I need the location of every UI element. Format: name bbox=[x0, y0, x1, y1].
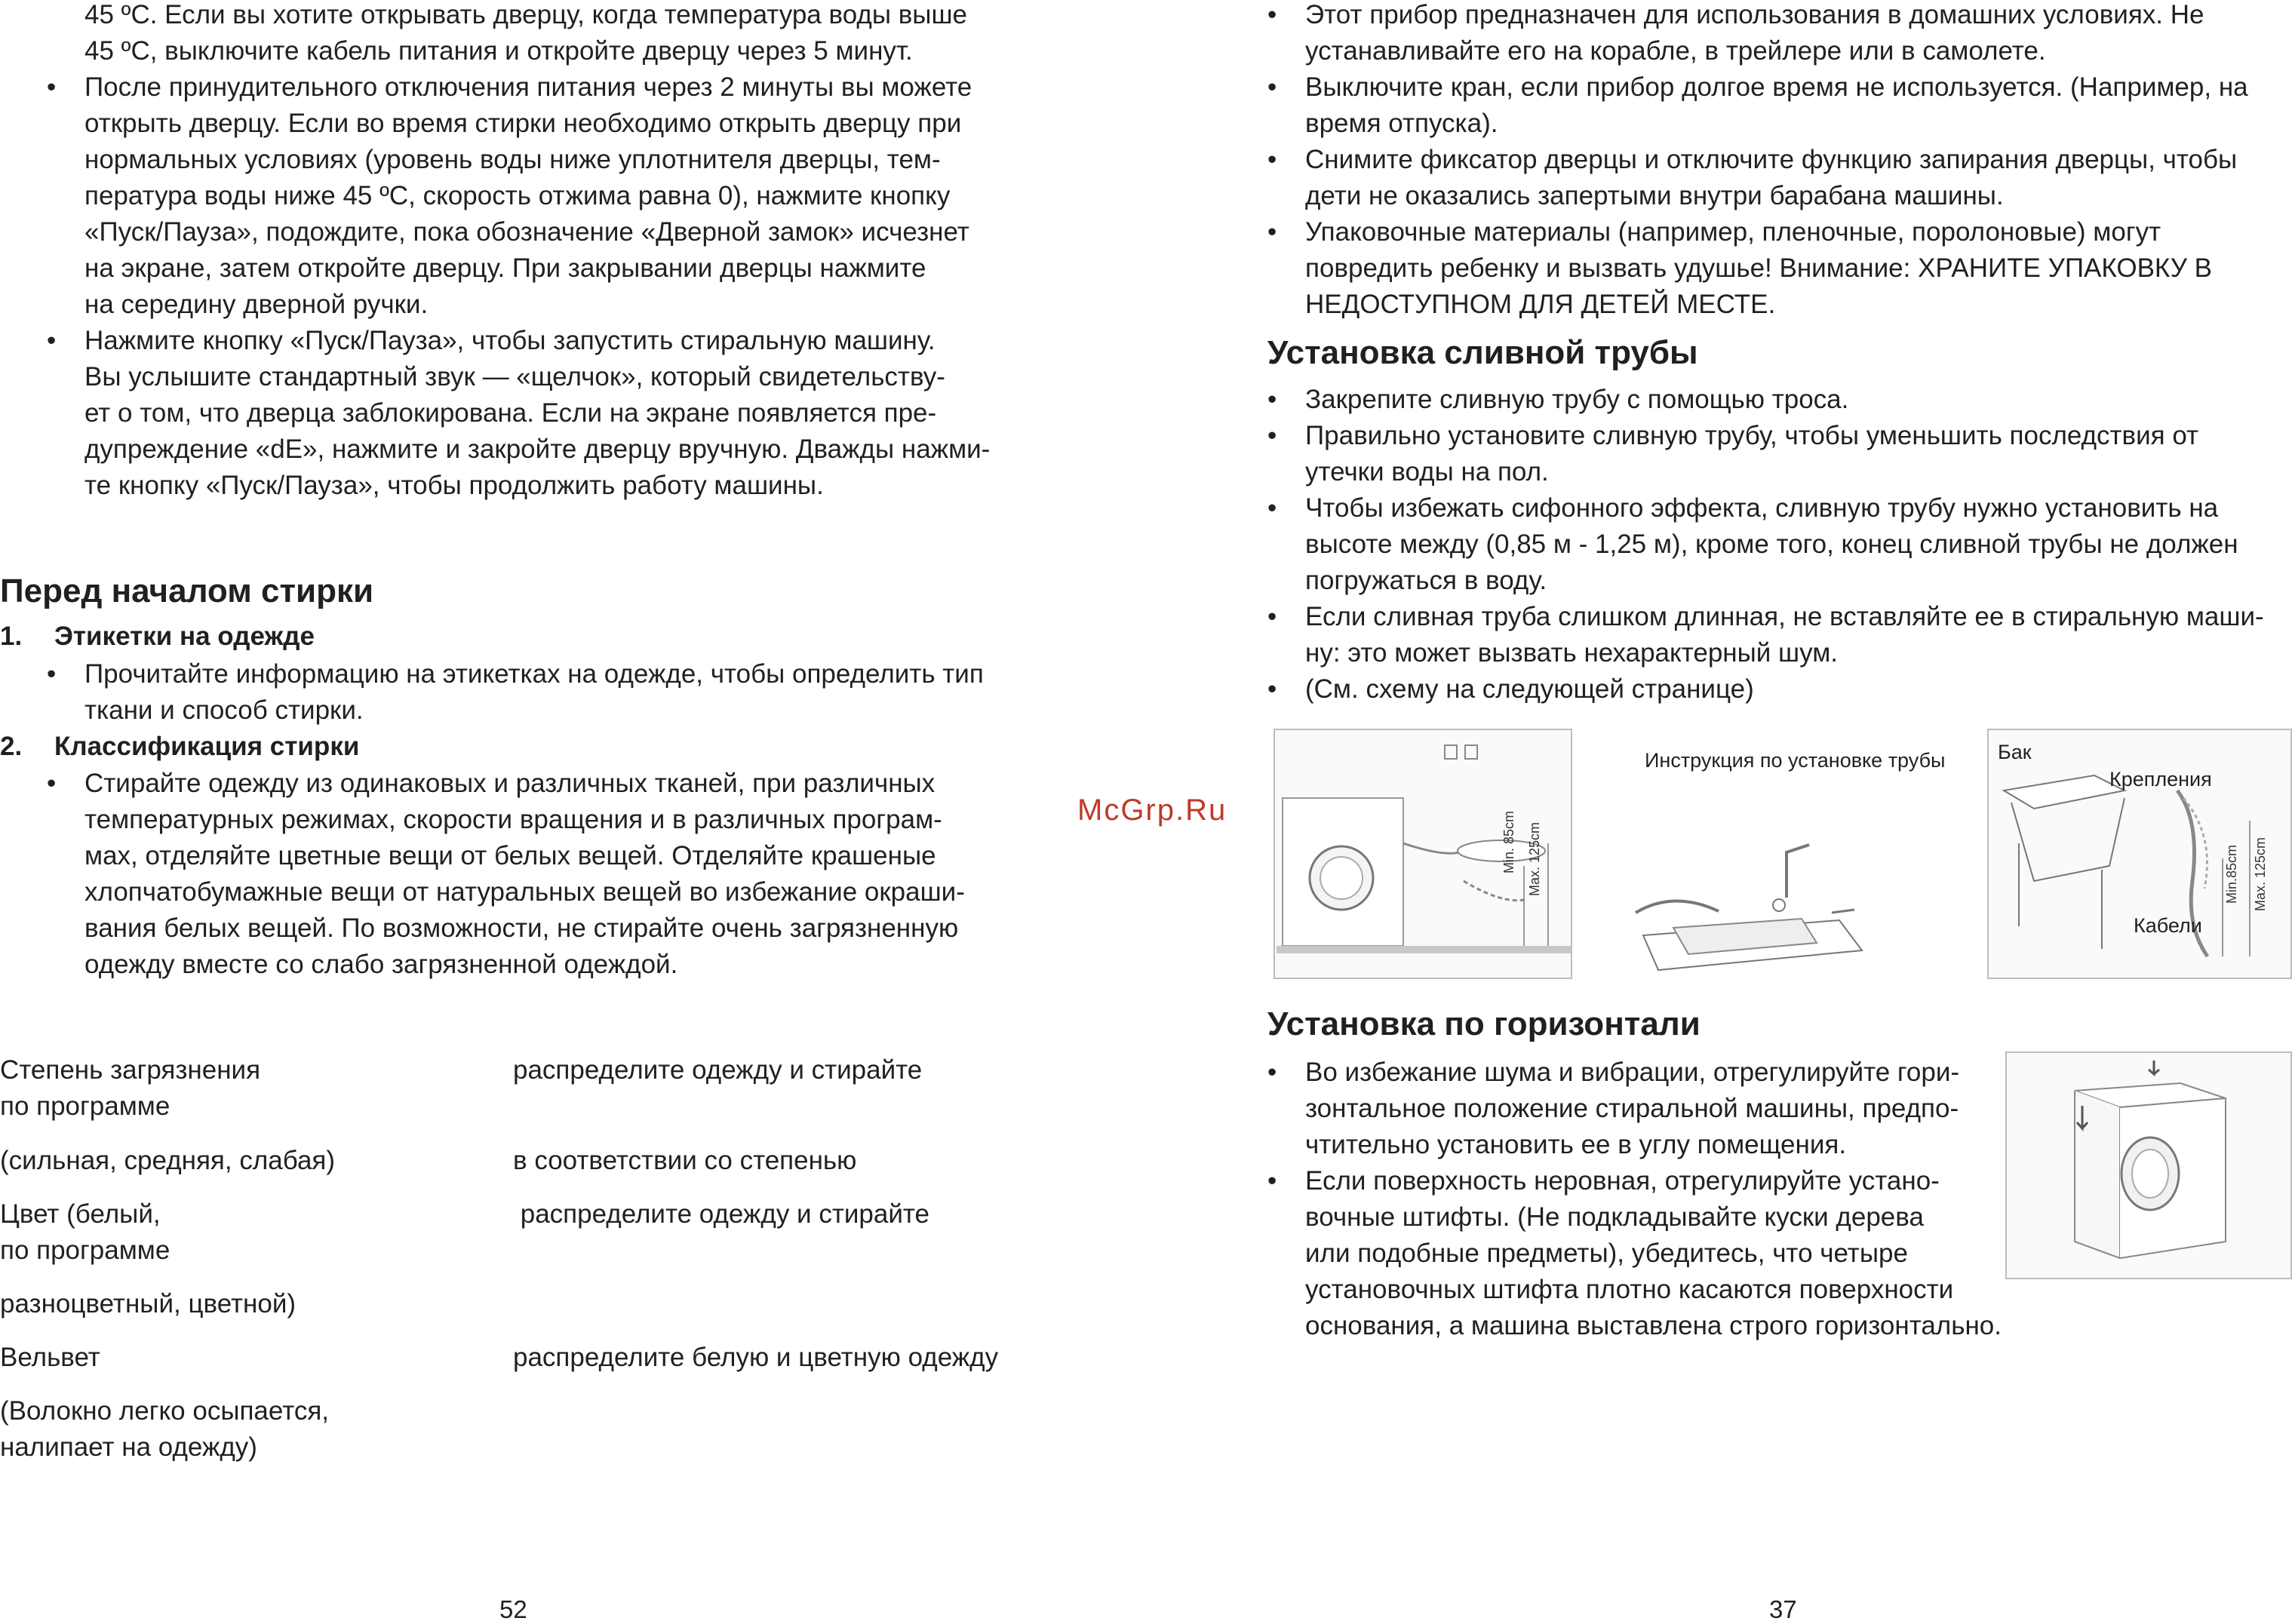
text-line: После принудительного отключения питания через 2 минуты вы можете bbox=[84, 72, 972, 102]
text-line: (Волокно легко осыпается, bbox=[0, 1396, 330, 1426]
text-line: ет о том, что дверца заблокирована. Если на экране появляется пре- bbox=[84, 398, 937, 428]
level-bullet bbox=[1267, 1055, 1959, 1163]
text-line: нормальных условиях (уровень воды ниже уплотнителя дверцы, тем- bbox=[84, 145, 941, 174]
text-line: Снимите фиксатор дверцы и отключите функцию запирания дверцы, чтобы bbox=[1305, 145, 2238, 174]
text-line: НЕДОСТУПНОМ ДЛЯ ДЕТЕЙ МЕСТЕ. bbox=[1305, 290, 1776, 319]
text-line: Во избежание шума и вибрации, отрегулируйте гори- bbox=[1305, 1058, 1960, 1087]
sink-hose-illustration bbox=[1628, 822, 1870, 978]
bullet-dot: • bbox=[1267, 72, 1277, 102]
text-line: налипает на одежду) bbox=[0, 1432, 257, 1462]
text-line: одежду вместе со слабо загрязненной одеждой. bbox=[84, 950, 678, 979]
bullet-dot: • bbox=[47, 659, 57, 689]
page-number-right: 37 bbox=[1769, 1595, 1797, 1623]
figure-leveling-washer bbox=[2005, 1051, 2292, 1279]
text-line: 45 ºС, выключите кабель питания и откройте дверцу через 5 минут. bbox=[84, 36, 913, 66]
bullet-dot: • bbox=[1267, 385, 1277, 414]
drain-bullet bbox=[1267, 490, 2238, 599]
text-line: Чтобы избежать сифонного эффекта, сливную трубу нужно установить на bbox=[1305, 493, 2219, 523]
text-line: ткани и способ стирки. bbox=[84, 695, 364, 725]
figure-caption: Инструкция по установке трубы bbox=[1645, 749, 1946, 772]
text-line: Выключите кран, если прибор долгое время не используется. (Например, на bbox=[1305, 72, 2248, 102]
drain-bullet bbox=[1267, 418, 2198, 490]
table-cell-left bbox=[0, 1052, 260, 1125]
text-line: чтительно установить ее в углу помещения. bbox=[1305, 1130, 1847, 1159]
bullet-dot: • bbox=[1267, 674, 1277, 704]
text-line: утечки воды на пол. bbox=[1305, 457, 1549, 487]
item-bullet-classification bbox=[47, 766, 965, 983]
text-line: по программе bbox=[0, 1236, 171, 1265]
text-line: Упаковочные материалы (например, пленочные, поролоновые) могут bbox=[1305, 217, 2161, 247]
text-line: те кнопку «Пуск/Пауза», чтобы продолжить работу машины. bbox=[84, 471, 824, 500]
bullet-dot: • bbox=[1267, 493, 1277, 523]
label-tank: Бак bbox=[1998, 741, 2032, 763]
table-cell-left bbox=[0, 1143, 335, 1179]
item-number: 1. bbox=[0, 622, 23, 651]
bullet-dot: • bbox=[1267, 421, 1277, 450]
table-cell-left bbox=[0, 1286, 296, 1322]
text-line: Вы услышите стандартный звук — «щелчок», который свидетельству- bbox=[84, 362, 945, 391]
label-max-height: Max. 125cm bbox=[1527, 821, 1542, 896]
table-cell-right: в соответствии со степенью bbox=[513, 1146, 857, 1175]
text-line: Закрепите сливную трубу с помощью троса. bbox=[1305, 385, 1849, 414]
text-line: установочных штифта плотно касаются поверхности bbox=[1305, 1275, 1954, 1304]
text-line: Если поверхность неровная, отрегулируйте устано- bbox=[1305, 1166, 1940, 1196]
bullet-dot: • bbox=[47, 72, 57, 102]
bullet-dot: • bbox=[1267, 0, 1277, 29]
item-number: 2. bbox=[0, 732, 23, 761]
text-line: Стирайте одежду из одинаковых и различных тканей, при различных bbox=[84, 769, 936, 798]
text-line: ну: это может вызвать нехарактерный шум. bbox=[1305, 638, 1839, 668]
page-number-left: 52 bbox=[499, 1595, 527, 1623]
text-line: пература воды ниже 45 ºС, скорость отжима равна 0), нажмите кнопку bbox=[84, 181, 951, 210]
text-line: время отпуска). bbox=[1305, 109, 1498, 138]
text-line: повредить ребенку и вызвать удушье! Внимание: ХРАНИТЕ УПАКОВКУ В bbox=[1305, 253, 2212, 283]
bullet-dot: • bbox=[1267, 1058, 1277, 1087]
table-cell-left bbox=[0, 1393, 329, 1466]
text-line: или подобные предметы), убедитесь, что четыре bbox=[1305, 1239, 1908, 1268]
text-line: Степень загрязнения bbox=[0, 1055, 261, 1085]
left-bullet-door-open bbox=[47, 69, 972, 323]
text-line: (См. схему на следующей странице) bbox=[1305, 674, 1754, 704]
text-line: устанавливайте его на корабле, в трейлере или в самолете. bbox=[1305, 36, 2046, 66]
text-line: разноцветный, цветной) bbox=[0, 1289, 296, 1319]
text-line: (сильная, средняя, слабая) bbox=[0, 1146, 336, 1175]
table-cell-right: распределите белую и цветную одежду bbox=[513, 1343, 999, 1372]
bullet-dot: • bbox=[1267, 1166, 1277, 1196]
text-line: открыть дверцу. Если во время стирки необходимо открыть дверцу при bbox=[84, 109, 962, 138]
text-line: «Пуск/Пауза», подождите, пока обозначение «Дверной замок» исчезнет bbox=[84, 217, 969, 247]
text-line: Если сливная труба слишком длинная, не вставляйте ее в стиральную маши- bbox=[1305, 602, 2264, 631]
section-title-leveling: Установка по горизонтали bbox=[1267, 1005, 1701, 1042]
text-line: Цвет (белый, bbox=[0, 1199, 161, 1229]
table-cell-right: распределите одежду и стирайте bbox=[513, 1055, 923, 1085]
left-bullet-start-pause bbox=[47, 323, 990, 504]
text-line: Нажмите кнопку «Пуск/Пауза», чтобы запустить стиральную машину. bbox=[84, 326, 936, 355]
label-cables: Кабели bbox=[2134, 914, 2202, 937]
label-max-height: Max. 125cm bbox=[2253, 837, 2268, 911]
text-line: Правильно установите сливную трубу, чтобы уменьшить последствия от bbox=[1305, 421, 2199, 450]
right-bullet-door-lock bbox=[1267, 142, 2237, 214]
text-line: Прочитайте информацию на этикетках на одежде, чтобы определить тип bbox=[84, 659, 984, 689]
right-bullet-tap-off bbox=[1267, 69, 2248, 142]
text-line: хлопчатобумажные вещи от натуральных вещей во избежание окраши- bbox=[84, 877, 965, 907]
item-title-classification: Классификация стирки bbox=[54, 732, 360, 761]
label-min-height: Min. 85cm bbox=[1501, 810, 1516, 873]
figure-tank bbox=[1987, 729, 2292, 979]
bullet-dot: • bbox=[47, 769, 57, 798]
section-title-before-wash: Перед началом стирки bbox=[0, 573, 374, 609]
right-bullet-home-use bbox=[1267, 0, 2204, 69]
text-line: основания, а машина выставлена строго горизонтально. bbox=[1305, 1311, 2002, 1340]
watermark: McGrp.Ru bbox=[1077, 794, 1227, 827]
text-line: вочные штифты. (Не подкладывайте куски дерева bbox=[1305, 1202, 1924, 1232]
text-line: Этот прибор предназначен для использования в домашних условиях. Не bbox=[1305, 0, 2204, 29]
table-cell-left bbox=[0, 1196, 170, 1269]
right-bullet-packaging bbox=[1267, 214, 2212, 323]
section-title-drain-hose: Установка сливной трубы bbox=[1267, 334, 1698, 371]
bullet-dot: • bbox=[47, 326, 57, 355]
table-cell-left bbox=[0, 1340, 100, 1376]
bullet-dot: • bbox=[1267, 217, 1277, 247]
drain-bullet bbox=[1267, 382, 1848, 418]
text-line: зонтальное положение стиральной машины, предпо- bbox=[1305, 1094, 1959, 1123]
text-line: высоте между (0,85 м - 1,25 м), кроме того, конец сливной трубы не должен bbox=[1305, 530, 2238, 559]
text-line: 45 ºС. Если вы хотите открывать дверцу, когда температура воды выше bbox=[84, 0, 967, 29]
text-line: дупреждение «dE», нажмите и закройте дверцу вручную. Дважды нажми- bbox=[84, 434, 991, 464]
label-mounts: Крепления bbox=[2109, 768, 2212, 791]
bullet-dot: • bbox=[1267, 602, 1277, 631]
label-min-height: Min.85cm bbox=[2224, 844, 2239, 904]
text-line: погружаться в воду. bbox=[1305, 566, 1547, 595]
item-bullet-labels bbox=[47, 656, 984, 729]
text-line: Вельвет bbox=[0, 1343, 100, 1372]
left-continuation-paragraph bbox=[84, 0, 967, 69]
bullet-dot: • bbox=[1267, 145, 1277, 174]
text-line: температурных режимах, скорости вращения и в различных програм- bbox=[84, 805, 942, 834]
leveling-washer-illustration bbox=[2007, 1053, 2292, 1279]
table-cell-right: распределите одежду и стирайте bbox=[513, 1199, 929, 1229]
text-line: вания белых вещей. По возможности, не стирайте очень загрязненную bbox=[84, 913, 959, 943]
drain-bullet bbox=[1267, 599, 2264, 671]
level-bullet bbox=[1267, 1163, 2002, 1344]
text-line: на экране, затем откройте дверцу. При закрывании дверцы нажмите bbox=[84, 253, 926, 283]
text-line: мах, отделяйте цветные вещи от белых вещей. Отделяйте крашеные bbox=[84, 841, 936, 870]
item-title-labels: Этикетки на одежде bbox=[54, 622, 315, 651]
drain-bullet bbox=[1267, 671, 1754, 708]
text-line: на середину дверной ручки. bbox=[84, 290, 429, 319]
figure-washer-sink bbox=[1274, 729, 1572, 979]
text-line: дети не оказались запертыми внутри барабана машины. bbox=[1305, 181, 2004, 210]
text-line: по программе bbox=[0, 1091, 171, 1121]
